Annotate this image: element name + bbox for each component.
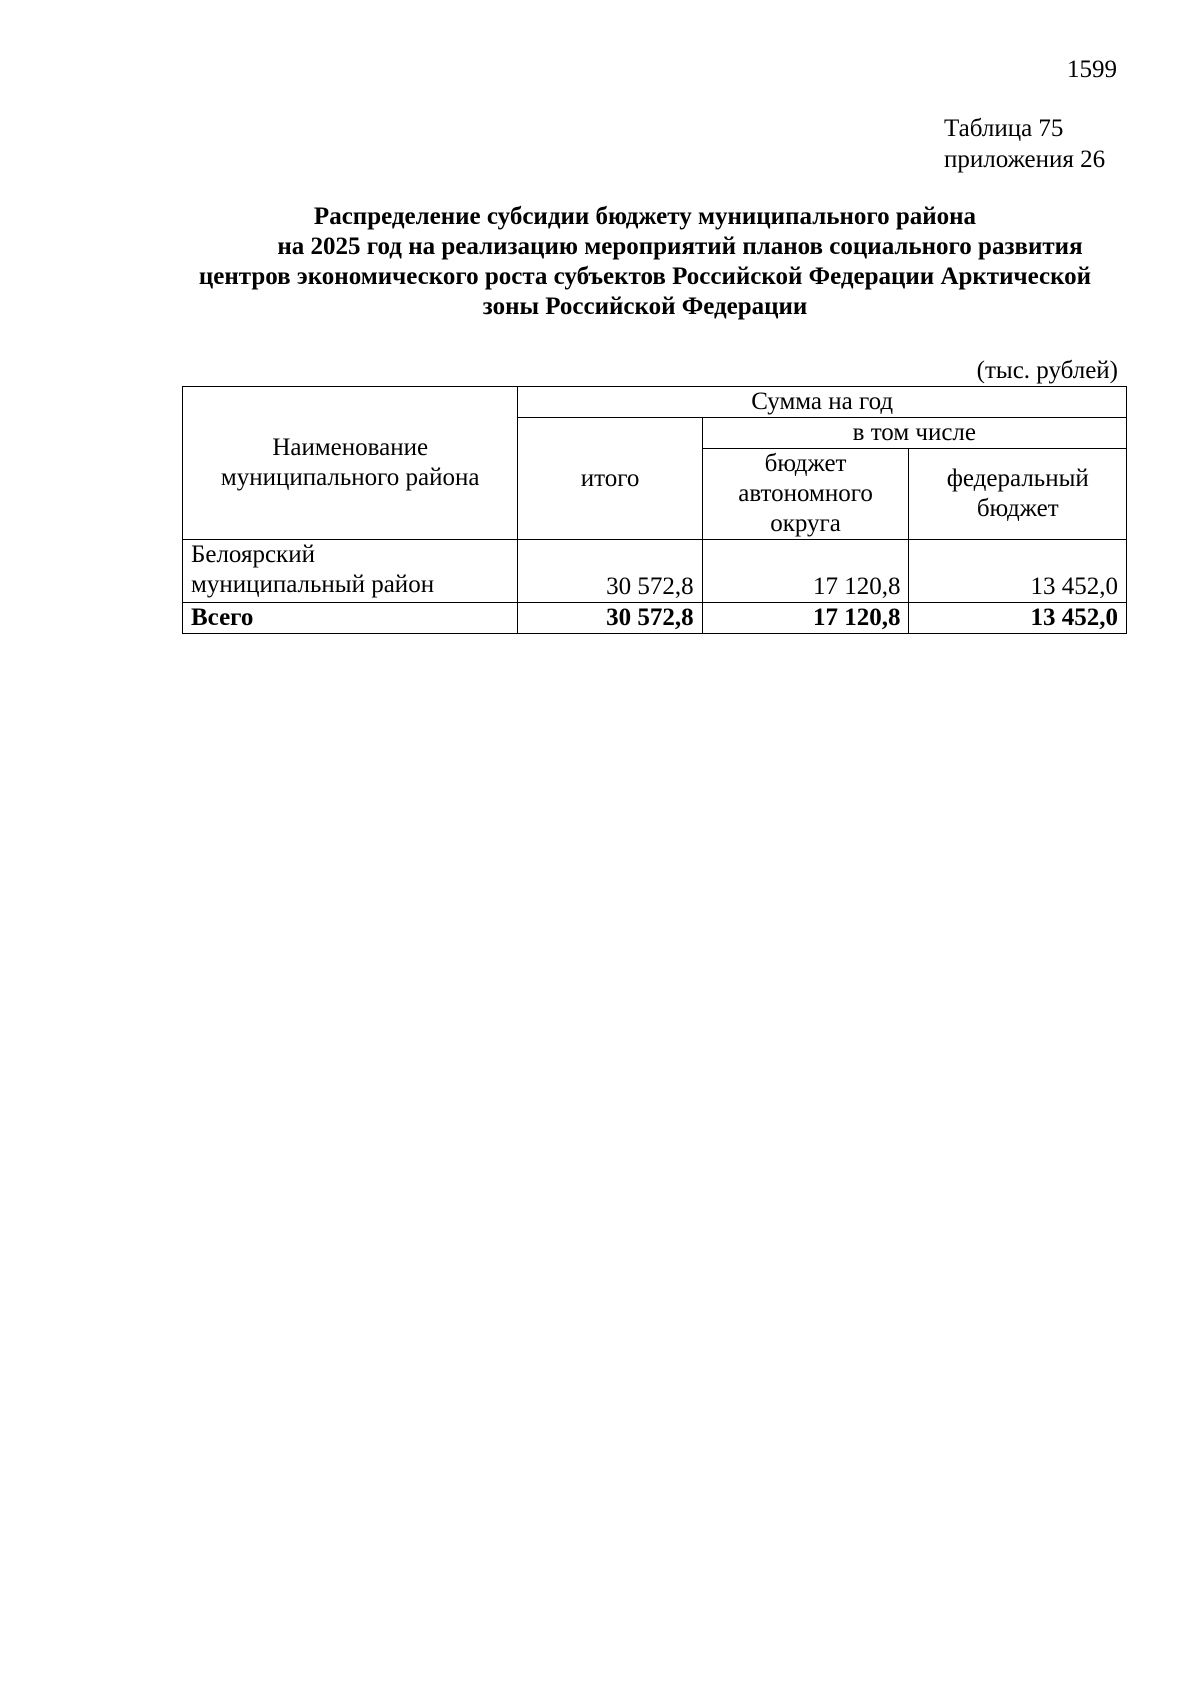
title-line-1: Распределение субсидии бюджету муниципального района bbox=[313, 203, 977, 230]
header-okrug-line-3: округа bbox=[770, 510, 841, 537]
header-okrug-line-1: бюджет bbox=[764, 450, 847, 477]
row-federal-value: 13 452,0 bbox=[909, 540, 1127, 603]
row-district-name-line-1: Белоярский bbox=[191, 541, 315, 568]
units-label: (тыс. рублей) bbox=[976, 357, 1118, 384]
header-name bbox=[183, 387, 518, 540]
table-reference bbox=[944, 113, 1105, 175]
row-total-value: 30 572,8 bbox=[518, 540, 702, 603]
header-federal-budget bbox=[909, 449, 1127, 540]
header-row-1 bbox=[183, 387, 1127, 418]
header-okrug-budget bbox=[702, 449, 909, 540]
row-district-name bbox=[183, 540, 518, 603]
header-federal-line-1: федеральный bbox=[946, 465, 1089, 492]
total-okrug-value: 17 120,8 bbox=[702, 603, 909, 634]
table-reference-number: Таблица 75 bbox=[944, 115, 1064, 142]
table-row bbox=[183, 540, 1127, 603]
document-title bbox=[170, 202, 1120, 322]
header-summa: Сумма на год bbox=[518, 387, 1127, 418]
header-total: итого bbox=[518, 418, 702, 540]
total-label: Всего bbox=[183, 603, 518, 634]
header-name-line-2: муниципального района bbox=[220, 464, 480, 491]
total-row bbox=[183, 603, 1127, 634]
header-okrug-line-2: автономного bbox=[738, 480, 873, 507]
title-line-3: центров экономического роста субъектов Российской Федерации Арктической bbox=[198, 263, 1092, 290]
row-district-name-line-2: муниципальный район bbox=[191, 571, 435, 598]
title-line-2: на 2025 год на реализацию мероприятий планов социального развития bbox=[277, 233, 1083, 260]
table-reference-appendix: приложения 26 bbox=[944, 146, 1106, 173]
distribution-table bbox=[182, 386, 1127, 634]
total-federal-value: 13 452,0 bbox=[909, 603, 1127, 634]
header-federal-line-2: бюджет bbox=[976, 495, 1059, 522]
header-name-line-1: Наименование bbox=[272, 434, 429, 461]
total-sum-value: 30 572,8 bbox=[518, 603, 702, 634]
header-including: в том числе bbox=[702, 418, 1126, 449]
row-okrug-value: 17 120,8 bbox=[702, 540, 909, 603]
page-number: 1599 bbox=[1067, 56, 1117, 83]
title-line-4: зоны Российской Федерации bbox=[482, 293, 808, 320]
